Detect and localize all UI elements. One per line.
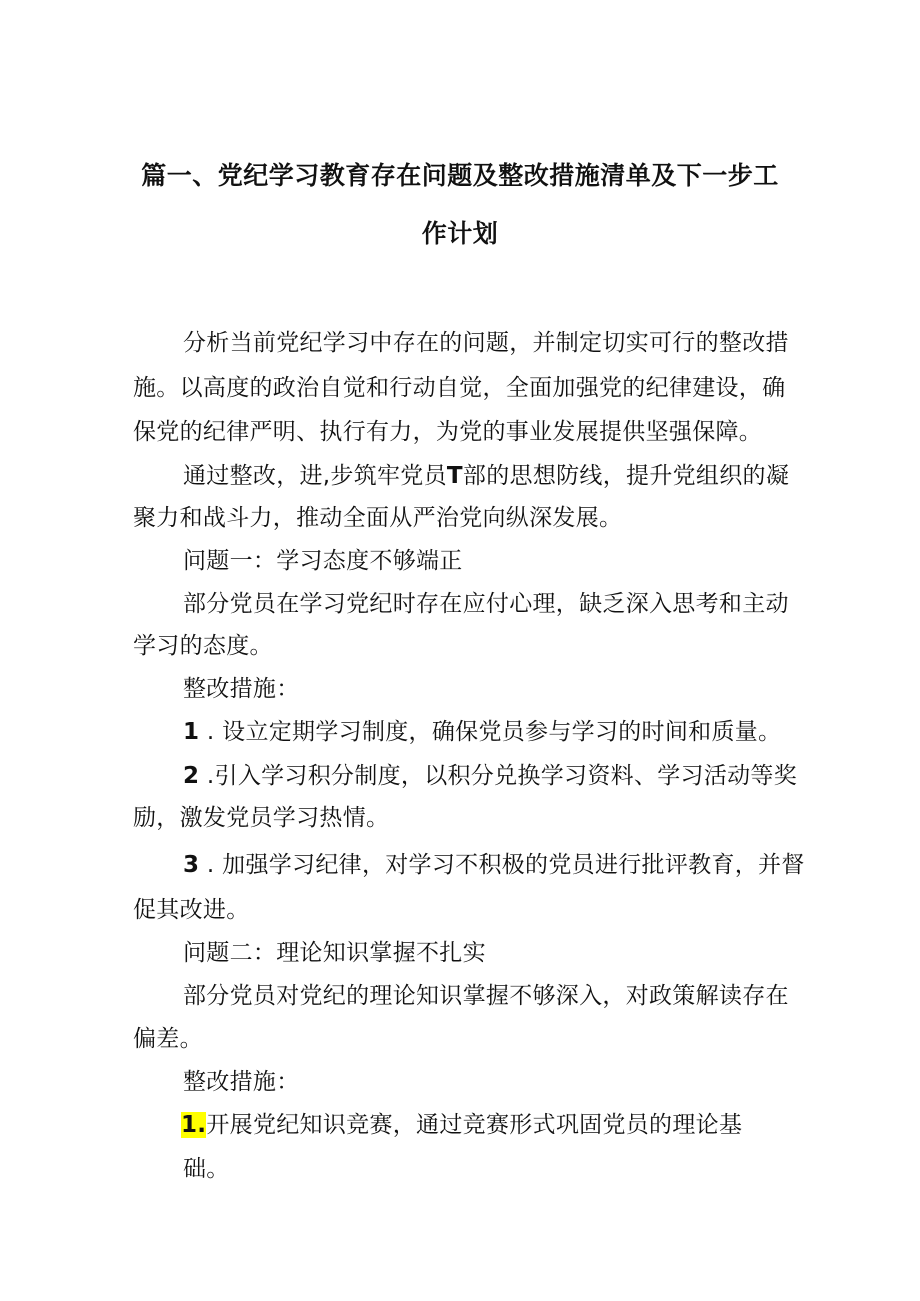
document-title-line-2: 作计划: [421, 219, 499, 248]
para2-line-1-t: T: [446, 463, 463, 489]
problem2-desc-line-2: 偏差。: [133, 1026, 203, 1052]
problem2-desc-line-1: 部分党员对党纪的理论知识掌握不够深入，对政策解读存在: [183, 983, 789, 1009]
measure-text: .引入学习积分制度，以积分兑换学习资料、学习活动等奖: [199, 763, 798, 789]
para2-line-2: 聚力和战斗力，推动全面从严治党向纵深发展。: [133, 505, 623, 531]
intro-line-1: 分析当前党纪学习中存在的问题，并制定切实可行的整改措: [183, 330, 789, 356]
intro-line-3: 保党的纪律严明、执行有力，为党的事业发展提供坚强保障。: [133, 419, 763, 445]
problem1-heading: 问题一：学习态度不够端正: [183, 548, 463, 574]
problem1-desc-line-1: 部分党员在学习党纪时存在应付心理，缺乏深入思考和主动: [183, 591, 789, 617]
problem2-measure-1-line-2: 础。: [183, 1156, 230, 1182]
measure-text: . 加强学习纪律，对学习不积极的党员进行批评教育，并督: [199, 852, 805, 878]
para2-line-1-part-b: 部的思想防线，提升党组织的凝: [462, 463, 790, 489]
para2-line-1-part-a: 通过整改，进,步筑牢党员: [183, 463, 447, 489]
document-title-line-1: 篇一、党纪学习教育存在问题及整改措施清单及下一步工: [141, 161, 779, 190]
intro-line-2: 施。以高度的政治自觉和行动自觉，全面加强党的纪律建设，确: [133, 375, 786, 401]
problem1-measure-2: [183, 757, 797, 790]
problem1-desc-line-2: 学习的态度。: [133, 633, 273, 659]
measure-text: . 设立定期学习制度，确保党员参与学习的时间和质量。: [199, 719, 782, 745]
measure-number: 1: [183, 719, 200, 745]
problem1-measure-3: [183, 846, 805, 879]
problem1-measure-3-line-2: 促其改进。: [133, 897, 250, 923]
problem2-heading: 问题二：理论知识掌握不扎实: [183, 940, 486, 966]
para2-line-1: [183, 457, 789, 490]
problem2-measures-label: 整改措施：: [183, 1069, 300, 1095]
problem2-measure-1: [181, 1106, 742, 1139]
measure-number: 3: [183, 852, 200, 878]
measure-number: 2: [183, 763, 200, 789]
measure-text: 开展党纪知识竞赛，通过竞赛形式巩固党员的理论基: [206, 1112, 743, 1138]
highlighted-measure-number: 1.: [181, 1112, 207, 1138]
problem1-measure-1: [183, 713, 781, 746]
problem1-measure-2-line-2: 励，激发党员学习热情。: [133, 805, 390, 831]
problem1-measures-label: 整改措施：: [183, 676, 300, 702]
